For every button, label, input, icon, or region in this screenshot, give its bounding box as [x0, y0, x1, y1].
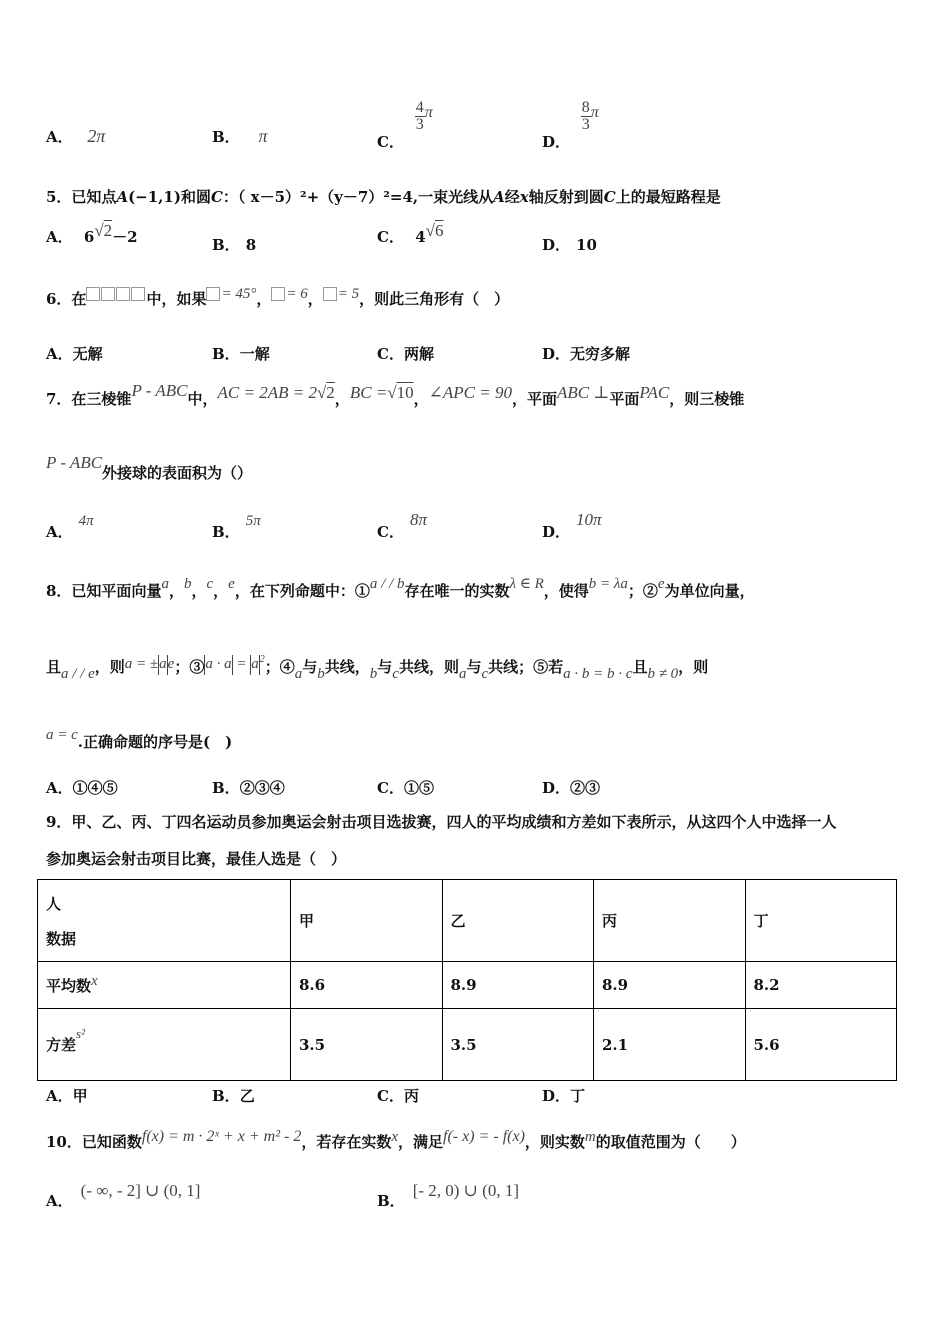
stem-text: .正确命题的序号是( ): [77, 733, 233, 751]
q6-option-d: [542, 343, 630, 364]
option-math: 8π: [409, 510, 427, 529]
corner-top: 人: [46, 894, 62, 913]
label-text: 平均数: [46, 976, 92, 995]
option-math-tail: π: [590, 103, 599, 121]
stem-text: 存在唯一的实数: [404, 582, 510, 600]
option-text: ①④⑤: [72, 779, 118, 797]
table-cell: 8.9: [442, 962, 594, 1009]
q7-stem-line2: [46, 453, 253, 483]
math: ABC ⊥: [556, 383, 610, 402]
stem-text: 7．在三棱锥: [46, 390, 132, 408]
symbol: s²: [76, 1026, 85, 1041]
denominator: 3: [415, 116, 424, 133]
q8-option-d: [542, 777, 600, 798]
math: λ ∈ R: [509, 576, 544, 592]
stem-text: 与: [302, 658, 318, 676]
circle-label: C: [210, 188, 223, 206]
q7-option-b: [212, 513, 261, 542]
math: a = ±: [124, 656, 159, 672]
vector: b: [183, 576, 192, 592]
stem-text: ，则: [94, 658, 125, 676]
q6-stem: 6．在 中，如果 = 45°， = 6， = 5，则此三角形有（ ）: [46, 286, 510, 308]
value: 10: [576, 236, 597, 254]
stem-text: ；②: [627, 582, 658, 600]
option-letter: D．: [542, 1087, 571, 1105]
option-text: ①⑤: [403, 779, 434, 797]
table-cell: 8.6: [291, 962, 443, 1009]
stem-text: ，若存在实数: [301, 1133, 392, 1151]
table-header: 甲: [291, 880, 443, 962]
q7-option-d: [542, 510, 602, 542]
option-letter: A．: [46, 779, 73, 797]
option-math: 2π: [87, 126, 106, 146]
option-letter: C．: [377, 779, 404, 797]
label-text: 方差: [46, 1036, 77, 1054]
post: －2: [112, 228, 138, 246]
table-cell: 3.5: [291, 1009, 443, 1081]
option-math: 5π: [245, 513, 261, 529]
condition: = 45°: [221, 286, 257, 302]
row-label: [38, 1009, 291, 1081]
table-cell: 3.5: [442, 1009, 594, 1081]
sqrt-sign: √2: [94, 221, 113, 240]
option-text: 甲: [72, 1087, 88, 1105]
stem-text: 10．已知函数: [46, 1133, 142, 1151]
option-text: 丁: [570, 1087, 586, 1105]
condition: = 6: [286, 286, 308, 302]
math: a / / b: [369, 576, 405, 592]
vector: a: [251, 656, 259, 672]
option-letter: C．: [377, 132, 404, 151]
table-cell: 8.9: [594, 962, 746, 1009]
stem-text: ：（ x－5）²+（y－7）²=4,一束光线从: [222, 188, 494, 206]
vector: a: [224, 656, 232, 672]
stem-text: 6．在: [46, 290, 87, 308]
table-row: [38, 1009, 897, 1081]
coef: 6: [83, 228, 95, 246]
point-label: A: [493, 188, 505, 206]
stem-text: ，则实数: [524, 1133, 585, 1151]
option-letter: A．: [46, 523, 73, 541]
vector: a: [159, 656, 167, 672]
sqrt: √10: [387, 383, 414, 402]
option-text: 丙: [403, 1087, 419, 1105]
math: BC =: [349, 383, 388, 402]
q9-line2: 参加奥运会射击项目比赛，最佳人选是（ ）: [46, 850, 347, 868]
math: P - ABC: [46, 453, 103, 472]
option-letter: B．: [212, 1087, 240, 1105]
corner-bottom: 数据: [46, 929, 77, 948]
stem-text: 上的最短路程是: [615, 188, 721, 206]
vector: a: [458, 666, 467, 682]
q7-option-a: [46, 513, 94, 542]
option-letter: A．: [46, 1087, 73, 1105]
q7-stem-line1: 7．在三棱锥P - ABC中，AC = 2AB = 2√2，BC =√10，∠APC = 90，平面ABC ⊥平面PAC，则三棱锥: [46, 381, 745, 408]
stem-text: 平面: [609, 390, 640, 408]
stem-text: 中，: [187, 390, 218, 408]
q9-line1: 9．甲、乙、丙、丁四名运动员参加奥运会射击项目选拔赛，四人的平均成绩和方差如下表所示，从这四个人中选择一人: [46, 813, 837, 831]
numerator: 4: [415, 99, 424, 116]
circle-label: C: [603, 188, 616, 206]
fraction: [415, 100, 425, 133]
option-letter: C．: [377, 1087, 404, 1105]
table-corner-cell: [38, 880, 291, 962]
placeholder-triangle: [86, 284, 146, 302]
stem-text: 经: [504, 188, 520, 206]
stem-text: ，平面: [511, 390, 557, 408]
row-label: [38, 962, 291, 1009]
q4-option-c: [377, 99, 433, 151]
coef: 4: [415, 228, 426, 246]
option-letter: A．: [46, 228, 73, 246]
stem-text: 中，如果: [146, 290, 207, 308]
radicand: 2: [103, 221, 113, 240]
stem-text: 和圆: [180, 188, 211, 206]
fraction: [581, 100, 591, 133]
condition: = 5: [337, 286, 360, 302]
q4-option-a: [46, 126, 105, 147]
stem-text: 的取值范围为（ ）: [595, 1133, 746, 1151]
option-letter: D．: [542, 779, 571, 797]
stem-text: ，则: [678, 658, 709, 676]
table-cell: 5.6: [745, 1009, 897, 1081]
condition: f(- x) = - f(x): [443, 1128, 525, 1145]
q5-option-c: [377, 221, 444, 247]
q5-stem: [46, 186, 721, 207]
placeholder-side: [271, 284, 286, 302]
q9-option-d: [542, 1085, 585, 1106]
q7-option-c: [377, 510, 427, 542]
stem-text: ，则三棱锥: [669, 390, 745, 408]
radicand: 10: [396, 383, 414, 402]
stem-text: 8．已知平面向量: [46, 582, 162, 600]
option-math: [- 2, 0) ∪ (0, 1]: [412, 1181, 519, 1200]
option-letter: C．: [377, 228, 404, 246]
option-letter: D．: [542, 236, 571, 254]
table-header-row: [38, 880, 897, 962]
radicand: 2: [326, 383, 335, 402]
q5-option-b: [212, 234, 256, 255]
vector: e: [167, 656, 175, 672]
stem-text: ，满足: [398, 1133, 444, 1151]
stem-text: 外接球的表面积为（）: [102, 464, 253, 482]
variable: m: [584, 1129, 596, 1145]
radicand: 6: [434, 221, 444, 240]
q10-option-a: [46, 1181, 201, 1211]
vector: c: [481, 666, 489, 682]
numerator: 8: [581, 99, 590, 116]
q4-option-b: [212, 126, 268, 147]
option-letter: B．: [377, 1192, 405, 1210]
option-letter: A．: [46, 345, 73, 363]
q4-option-d: [542, 99, 599, 151]
table-row: [38, 962, 897, 1009]
option-letter: C．: [377, 523, 404, 541]
vector: a: [294, 666, 303, 682]
math: b ≠ 0: [647, 666, 679, 682]
symbol: x: [91, 972, 98, 989]
q9-option-b: [212, 1085, 255, 1106]
stem-text: 且: [632, 658, 648, 676]
q10-stem: [46, 1128, 746, 1152]
option-letter: B．: [212, 236, 240, 254]
q8-line1: 8．已知平面向量a，b，c，e，在下列命题中：①a / / b存在唯一的实数λ ∈ R，使得b = λa；②e为单位向量，: [46, 576, 755, 600]
option-text: ②③④: [239, 779, 285, 797]
table-cell: 2.1: [594, 1009, 746, 1081]
option-math-tail: π: [424, 103, 433, 121]
vector: a: [205, 656, 213, 672]
stem-text: ，使得: [543, 582, 589, 600]
vector: e: [657, 576, 665, 592]
math: AC = 2AB = 2: [217, 383, 317, 402]
option-math: 10π: [576, 510, 602, 529]
vector: b: [369, 666, 378, 682]
stem-text: ；④: [264, 658, 295, 676]
option-letter: D．: [542, 345, 571, 363]
variable: x: [391, 1129, 399, 1145]
placeholder-side: [323, 284, 338, 302]
table-header: 乙: [442, 880, 594, 962]
vector: e: [228, 576, 235, 592]
q8-line2: [46, 654, 709, 682]
stem-text: 为单位向量，: [664, 582, 755, 600]
q5-option-a: [46, 221, 138, 247]
option-letter: B．: [212, 779, 240, 797]
table-header: 丙: [594, 880, 746, 962]
q9-option-c: [377, 1085, 419, 1106]
math: ∠APC = 90: [428, 383, 512, 402]
option-letter: B．: [212, 128, 240, 146]
vector: b: [317, 666, 325, 682]
option-math: (- ∞, - 2] ∪ (0, 1]: [80, 1181, 201, 1200]
q8-option-a: [46, 777, 118, 798]
option-letter: C．: [377, 345, 404, 363]
q10-option-b: [377, 1181, 519, 1211]
stem-text: 共线，: [324, 658, 370, 676]
option-text: 一解: [239, 345, 270, 363]
option-letter: A．: [46, 128, 73, 146]
denominator: 3: [581, 116, 590, 133]
stem-text: 与: [466, 658, 482, 676]
math: a / / e: [61, 666, 95, 682]
q8-line3: [46, 727, 233, 752]
option-letter: D．: [542, 523, 571, 541]
vector: a: [161, 576, 169, 592]
abs-expr: [125, 656, 175, 672]
option-letter: A．: [46, 1192, 73, 1210]
stem-text: 共线；⑤若: [488, 658, 564, 676]
table-cell: 8.2: [745, 962, 897, 1009]
q6-option-a: [46, 343, 103, 364]
coords: (−1,1): [128, 188, 181, 206]
option-text: 无解: [72, 345, 103, 363]
math: b = λa: [588, 576, 628, 592]
math: a · b = b · c: [563, 666, 633, 682]
sqrt: √2: [316, 383, 335, 402]
option-text: 乙: [239, 1087, 255, 1105]
q8-option-b: [212, 777, 285, 798]
vector: c: [392, 666, 399, 682]
option-letter: B．: [212, 345, 240, 363]
math: P - ABC: [131, 381, 188, 400]
stem-text: 且: [46, 658, 62, 676]
q6-option-c: [377, 343, 434, 364]
value: 8: [245, 236, 257, 254]
q5-option-d: [542, 234, 597, 255]
option-text: 两解: [403, 345, 434, 363]
option-text: 无穷多解: [570, 345, 631, 363]
stem-text: 与: [377, 658, 393, 676]
math: PAC: [639, 383, 670, 402]
stem-text: 5．已知点: [46, 188, 117, 206]
abs-dot-expr: $a \cdot a = a^2$: [204, 656, 264, 672]
stem-text: ，则此三角形有（ ）: [359, 290, 510, 308]
sqrt-sign: √6: [425, 221, 444, 240]
q6-option-b: [212, 343, 270, 364]
option-text: ②③: [570, 779, 601, 797]
point-label: A: [116, 188, 129, 206]
score-table: [37, 879, 897, 1081]
table-header: 丁: [745, 880, 897, 962]
option-letter: D．: [542, 132, 571, 151]
q9-option-a: [46, 1085, 88, 1106]
function-def: f(x) = m · 2ˣ + x + m² - 2: [141, 1128, 302, 1145]
option-math: 4π: [78, 513, 94, 529]
option-letter: B．: [212, 523, 240, 541]
option-math: π: [258, 126, 268, 146]
vector: c: [206, 576, 214, 592]
q8-option-c: [377, 777, 434, 798]
axis-label: x: [519, 188, 529, 206]
math: a = c: [46, 727, 78, 743]
stem-text: ；③: [174, 658, 205, 676]
stem-text: ，在下列命题中：①: [234, 582, 370, 600]
stem-text: 轴反射到圆: [528, 188, 604, 206]
stem-text: 共线，则: [398, 658, 459, 676]
placeholder-angle: [206, 284, 221, 302]
